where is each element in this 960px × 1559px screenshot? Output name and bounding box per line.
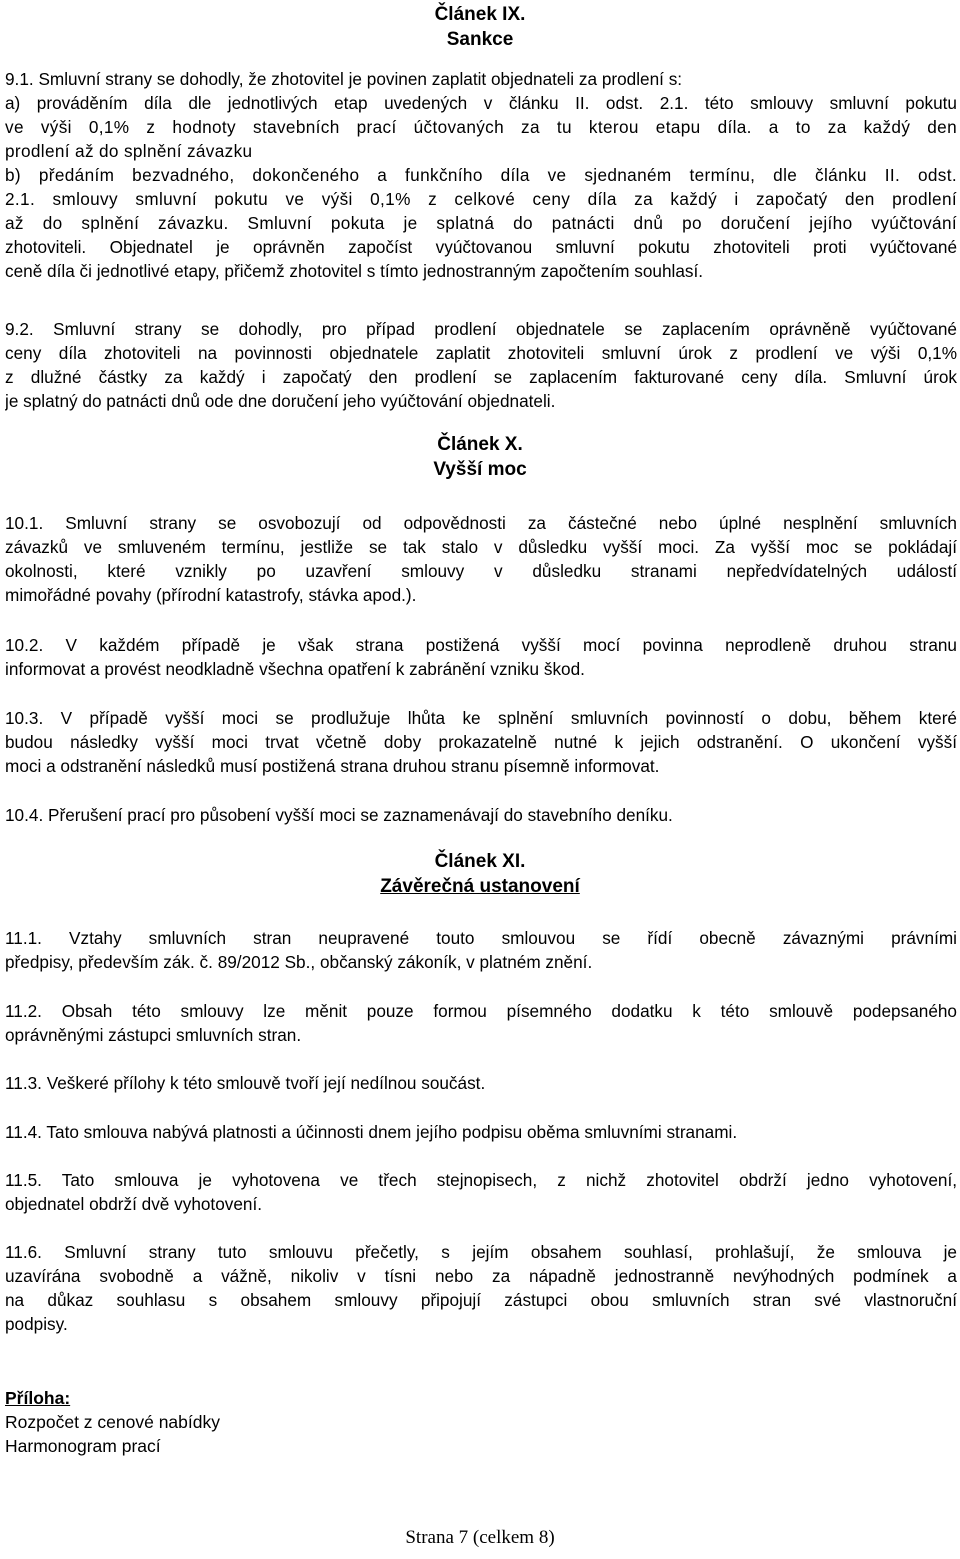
text-line: 11.4. Tato smlouva nabývá platnosti a účinnosti dnem jejího podpisu oběma smluvními stranami.	[5, 1122, 738, 1142]
article-11-heading	[0, 849, 960, 899]
paragraph-11-4	[5, 1120, 957, 1144]
paragraph-9-1	[5, 67, 957, 283]
paragraph-10-3	[5, 706, 957, 778]
paragraph-9-2	[5, 317, 957, 413]
text-line: z dlužné částky za každý i započatý den prodlení se zaplacením fakturované ceny díla. Smluvní úrok	[5, 367, 957, 387]
text-line: ve výši 0,1% z hodnoty stavebních prací účtovaných za tu kterou etapu díla. a to za každý den	[5, 117, 957, 137]
paragraph-10-2	[5, 633, 957, 681]
text-line: závazků ve smluveném termínu, jestliže se tak stalo v důsledku vyšší moci. Za vyšší moc se pokládají	[5, 537, 957, 557]
text-line: oprávněnými zástupci smluvních stran.	[5, 1025, 302, 1045]
text-line: 9.1. Smluvní strany se dohodly, že zhotovitel je povinen zaplatit objednateli za prodlení s:	[5, 69, 683, 89]
article-10-subtitle: Vyšší moc	[433, 459, 527, 480]
text-line: ceně díla či jednotlivé etapy, přičemž zhotovitel s tímto jednostranným započtením souhlasí.	[5, 261, 704, 281]
text-line: 10.4. Přerušení prací pro působení vyšší moci se zaznamenávají do stavebního deníku.	[5, 805, 673, 825]
text-line: zhotoviteli. Objednatel je oprávněn započíst vyúčtovanou smluvní pokutu zhotoviteli proti vyúčtované	[5, 237, 957, 257]
article-11-subtitle: Závěrečná ustanovení	[380, 876, 580, 897]
article-10-heading	[0, 432, 960, 482]
text-line: b) předáním bezvadného, dokončeného a funkčního díla ve sjednaném termínu, dle článku II. odst.	[5, 165, 957, 185]
paragraph-11-5	[5, 1168, 957, 1216]
text-line: ceny díla zhotoviteli na povinnosti objednatele zaplatit zhotoviteli smluvní úrok z prodlení ve výši 0,1%	[5, 343, 957, 363]
text-line: 10.2. V každém případě je však strana postižená vyšší mocí povinna neprodleně druhou stranu	[5, 635, 957, 655]
text-line: 11.2. Obsah této smlouvy lze měnit pouze formou písemného dodatku k této smlouvě podepsaného	[5, 1001, 957, 1021]
text-line: objednatel obdrží dvě vyhotovení.	[5, 1194, 263, 1214]
text-line: informovat a provést neodkladně všechna opatření k zabránění vzniku škod.	[5, 659, 585, 679]
page-footer: Strana 7 (celkem 8)	[405, 1527, 555, 1548]
text-line: budou následky vyšší moci trvat včetně doby prokazatelně nutné k jejich odstranění. O ukončení vyšší	[5, 732, 957, 752]
attachments-title: Příloha:	[5, 1388, 71, 1408]
paragraph-10-1	[5, 511, 957, 607]
paragraph-11-1	[5, 926, 957, 974]
text-line: okolnosti, které vznikly po uzavření smlouvy v důsledku stranami nepředvídatelných událostí	[5, 561, 957, 581]
article-9-title: Článek IX.	[434, 4, 526, 25]
text-line: 11.3. Veškeré přílohy k této smlouvě tvoří její nedílnou součást.	[5, 1073, 486, 1093]
text-line: 10.3. V případě vyšší moci se prodlužuje lhůta ke splnění smluvních povinností o dobu, během které	[5, 708, 957, 728]
text-line: na důkaz souhlasu s obsahem smlouvy připojují zástupci obou smluvních stran své vlastnoruční	[5, 1290, 957, 1310]
text-line: 11.1. Vztahy smluvních stran neupravené touto smlouvou se řídí obecně závaznými právními	[5, 928, 957, 948]
attachment-item: Harmonogram prací	[5, 1436, 161, 1456]
paragraph-11-3	[5, 1071, 957, 1095]
paragraph-11-2	[5, 999, 957, 1047]
text-line: mimořádné povahy (přírodní katastrofy, stávka apod.).	[5, 585, 417, 605]
article-9-heading	[0, 2, 960, 52]
text-line: 9.2. Smluvní strany se dohodly, pro případ prodlení objednatele se zaplacením oprávněně vyúčtované	[5, 319, 957, 339]
article-10-title: Článek X.	[437, 434, 523, 455]
paragraph-11-6	[5, 1240, 957, 1336]
paragraph-10-4	[5, 803, 957, 827]
text-line: je splatný do patnácti dnů ode dne doručení jeho vyúčtování objednateli.	[5, 391, 556, 411]
article-11-title: Článek XI.	[434, 851, 526, 872]
text-line: prodlení až do splnění závazku	[5, 141, 253, 161]
text-line: 11.5. Tato smlouva je vyhotovena ve třech stejnopisech, z nichž zhotovitel obdrží jedno vyhotovení,	[5, 1170, 957, 1190]
attachment-item: Rozpočet z cenové nabídky	[5, 1412, 220, 1432]
text-line: moci a odstranění následků musí postižená strana druhou stranu písemně informovat.	[5, 756, 660, 776]
text-line: až do splnění závazku. Smluvní pokuta je splatná do patnácti dnů po doručení jejího vyúčtování	[5, 213, 957, 233]
article-9-subtitle: Sankce	[446, 29, 514, 50]
text-line: 11.6. Smluvní strany tuto smlouvu přečetly, s jejím obsahem souhlasí, prohlašují, že smlouva je	[5, 1242, 957, 1262]
text-line: uzavírána svobodně a vážně, nikoliv v tísni nebo za nápadně jednostranně nevýhodných podmínek a	[5, 1266, 957, 1286]
text-line: 10.1. Smluvní strany se osvobozují od odpovědnosti za částečné nebo úplné nesplnění smluvních	[5, 513, 957, 533]
text-line: podpisy.	[5, 1314, 68, 1334]
text-line: předpisy, především zák. č. 89/2012 Sb., občanský zákoník, v platném znění.	[5, 952, 593, 972]
text-line: a) prováděním díla dle jednotlivých etap uvedených v článku II. odst. 2.1. této smlouvy smluvní pokutu	[5, 93, 957, 113]
text-line: 2.1. smlouvy smluvní pokutu ve výši 0,1% z celkové ceny díla za každý i započatý den prodlení	[5, 189, 957, 209]
